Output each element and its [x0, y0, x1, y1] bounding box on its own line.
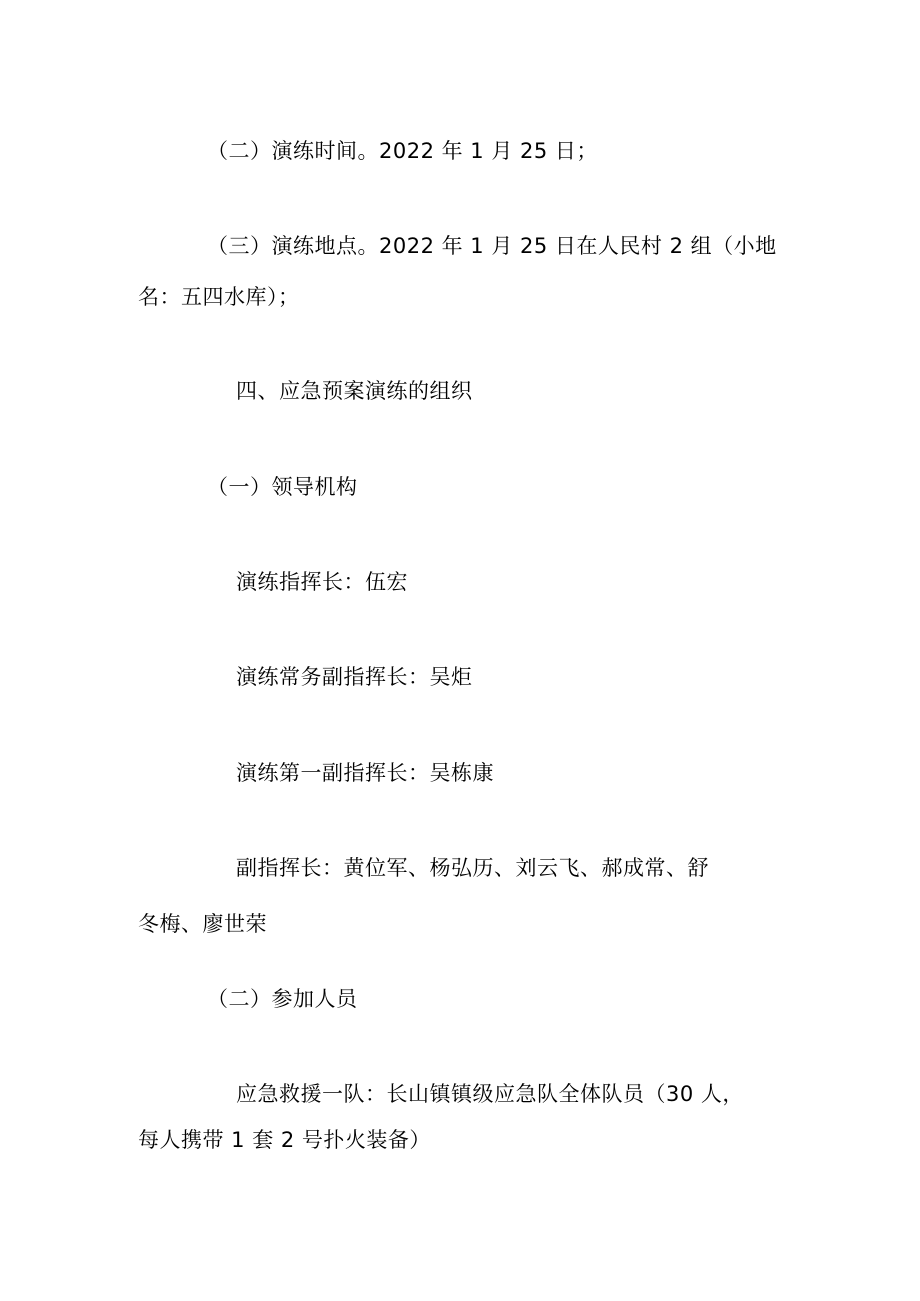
paragraph-drill-location-cont: 名：五四水库）； [138, 285, 300, 309]
executive-deputy-line: 演练常务副指挥长：吴炬 [236, 665, 473, 689]
paragraph-drill-location: （三）演练地点。2022 年 1 月 25 日在人民村 2 组（小地 [207, 234, 777, 258]
deputies-line-cont: 冬梅、廖世荣 [138, 912, 267, 936]
rescue-team-one-line: 应急救援一队：长山镇镇级应急队全体队员（30 人， [236, 1082, 744, 1106]
commander-line: 演练指挥长：伍宏 [236, 570, 408, 594]
deputies-line: 副指挥长：黄位军、杨弘历、刘云飞、郝成常、舒 [236, 856, 709, 880]
subheading-leadership: （一）领导机构 [207, 475, 358, 499]
subheading-participants: （二）参加人员 [207, 987, 358, 1011]
section-heading-four: 四、应急预案演练的组织 [236, 379, 473, 403]
rescue-team-one-line-cont: 每人携带 1 套 2 号扑火装备） [138, 1128, 431, 1152]
paragraph-drill-time: （二）演练时间。2022 年 1 月 25 日； [207, 139, 598, 163]
first-deputy-line: 演练第一副指挥长：吴栋康 [236, 761, 494, 785]
